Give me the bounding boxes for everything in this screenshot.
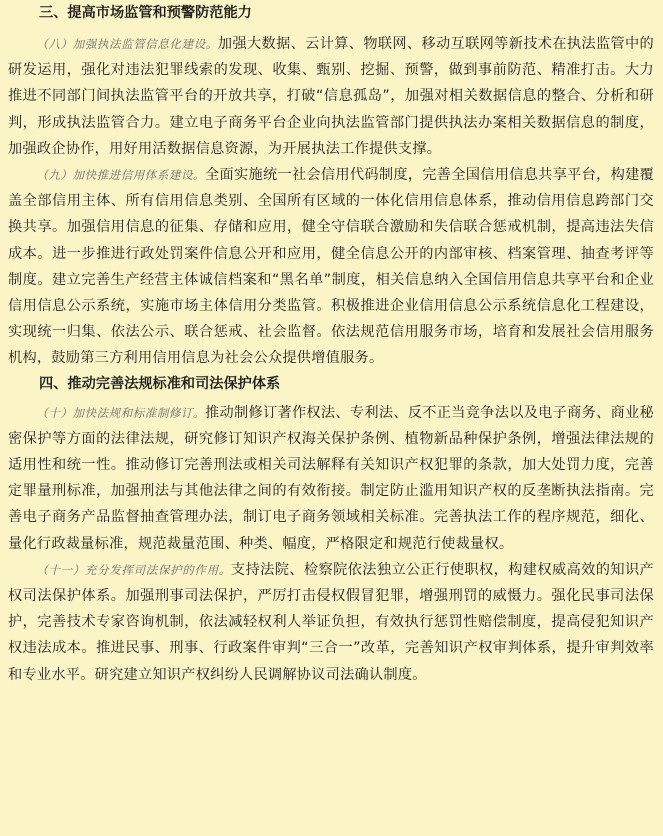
paragraph-9-lead: （九）加快推进信用体系建设。 (36, 168, 206, 183)
paragraph-11 (8, 557, 654, 688)
paragraph-8 (8, 31, 654, 162)
paragraph-11-body: 支持法院、检察院依法独立公正行使职权，构建权威高效的知识产权司法保护体系。加强刑事司法保护，严厉打击侵权假冒犯罪，增强刑罚的威慑力。强化民事司法保护，完善技术专家咨询机制，依法减轻权利人举证负担，有效执行惩罚性赔偿制度，提高侵犯知识产权违法成本。推进民事、刑事、行政案件审判“三合一”改革，完善知识产权审判体系，提升审判效率和专业水平。研究建立知识产权纠纷人民调解协议司法确认制度。 (8, 561, 654, 683)
paragraph-9-body: 全面实施统一社会信用代码制度，完善全国信用信息共享平台，构建覆盖全部信用主体、所有信用信息类别、全国所有区域的一体化信用信息体系，推动信用信息跨部门交换共享。加强信用信息的征集、存储和应用，健全守信联合激励和失信联合惩戒机制，提高违法失信成本。进一步推进行政处罚案件信息公开和应用，健全信息公开的内部审核、档案管理、抽查考评等制度。建立完善生产经营主体诚信档案和“黑名单”制度，相关信息纳入全国信用信息共享平台和企业信用信息公示系统，实施市场主体信用分类监管。积极推进企业信用信息公示系统信息化工程建设，实现统一归集、依法公示、联合惩戒、社会监督。依法规范信用服务市场，培育和发展社会信用服务机构，鼓励第三方利用信用信息为社会公众提供增值服务。 (8, 167, 654, 367)
paragraph-10 (8, 400, 654, 557)
paragraph-10-lead: （十）加快法规和标准制修订。 (36, 405, 206, 420)
paragraph-11-lead: （十一）充分发挥司法保护的作用。 (36, 562, 231, 577)
paragraph-8-body: 加强大数据、云计算、物联网、移动互联网等新技术在执法监管中的研发运用，强化对违法犯罪线索的发现、收集、甄别、挖掘、预警，做到事前防范、精准打击。大力推进不同部门间执法监管平台的开放共享，打破“信息孤岛”，加强对相关数据信息的整合、分析和研判，形成执法监管合力。建立电子商务平台企业向执法监管部门提供执法办案相关数据信息的制度，加强政企协作，用好用活数据信息资源，为开展执法工作提供支撑。 (8, 36, 654, 157)
section-3-heading: 三、提高市场监管和预警防范能力 (39, 5, 252, 21)
section-4-heading: 四、推动完善法规标准和司法保护体系 (39, 375, 281, 392)
paragraph-9 (8, 162, 654, 372)
paragraph-10-body: 推动制修订著作权法、专利法、反不正当竞争法以及电子商务、商业秘密保护等方面的法律法规，研究修订知识产权海关保护条例、植物新品种保护条例，增强法律法规的适用性和统一性。推动修订完善刑法或相关司法解释有关知识产权犯罪的条款，加大处罚力度，完善定罪量刑标准，加强刑法与其他法律之间的有效衔接。制定防止滥用知识产权的反垄断执法指南。完善电子商务产品监督抽查管理办法，制订电子商务领域相关标准。完善执法工作的程序规范，细化、量化行政裁量标准，规范裁量范围、种类、幅度，严格限定和规范行使裁量权。 (8, 404, 654, 552)
paragraph-8-lead: （八）加强执法监管信息化建设。 (36, 37, 218, 51)
